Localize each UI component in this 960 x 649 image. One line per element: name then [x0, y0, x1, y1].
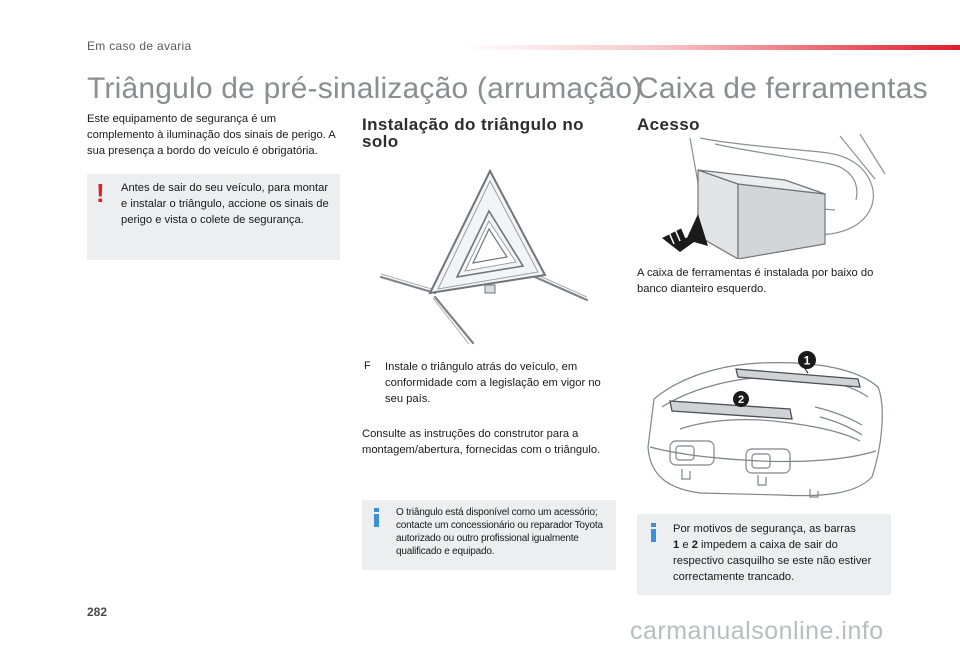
header-accent-bar: [460, 45, 960, 50]
info-text-accessory: O triângulo está disponível como um acessório; contacte um concessionário ou reparador Toyota autorizado ou outro profissional igualmente qualificado e equipado.: [396, 507, 603, 557]
warning-icon: !: [96, 178, 105, 208]
watermark: carmanualsonline.info: [630, 617, 884, 645]
triangle-install-instruction: Instale o triângulo atrás do veículo, em conformidade com a legislação em vigor no seu país.: [385, 361, 601, 405]
consult-instructions-text: Consulte as instruções do construtor para a montagem/abertura, fornecidas com o triângulo.: [362, 428, 601, 456]
page-title-toolbox: Caixa de ferramentas: [637, 72, 928, 105]
subtitle-access: Acesso: [637, 115, 700, 134]
info-box-accessory: [362, 500, 616, 570]
callout-1-label: 1: [803, 353, 811, 368]
triangle-intro-text: Este equipamento de segurança é um complemento à iluminação dos sinais de perigo. A sua presença a bordo do veículo é obrigatória.: [87, 113, 336, 157]
seat-toolbox-illustration: [660, 134, 890, 259]
section-label: Em caso de avaria: [87, 39, 192, 53]
callout-2-label: 2: [737, 394, 745, 406]
info-box-safety-bars: [637, 514, 891, 595]
subtitle-triangle-install: Instalação do triângulo no solo: [362, 115, 584, 151]
page-title-triangle: Triângulo de pré-sinalização (arrumação): [87, 72, 643, 105]
bullet-marker: F: [364, 360, 371, 372]
toolbox-bars-illustration: [640, 347, 890, 507]
toolbox-location-text: A caixa de ferramentas é instalada por baixo do banco dianteiro esquerdo.: [637, 267, 874, 295]
warning-triangle-illustration: [375, 165, 597, 350]
warning-text: Antes de sair do seu veículo, para montar e instalar o triângulo, accione os sinais de perigo e vista o colete de segurança.: [121, 182, 329, 226]
info-text-safety-bars: Por motivos de segurança, as barras 1 e 2 impedem a caixa de sair do respectivo casquilho se este não estiver correctamente trancado.: [673, 523, 872, 583]
warning-box: [87, 174, 340, 260]
page-number: 282: [87, 605, 108, 619]
